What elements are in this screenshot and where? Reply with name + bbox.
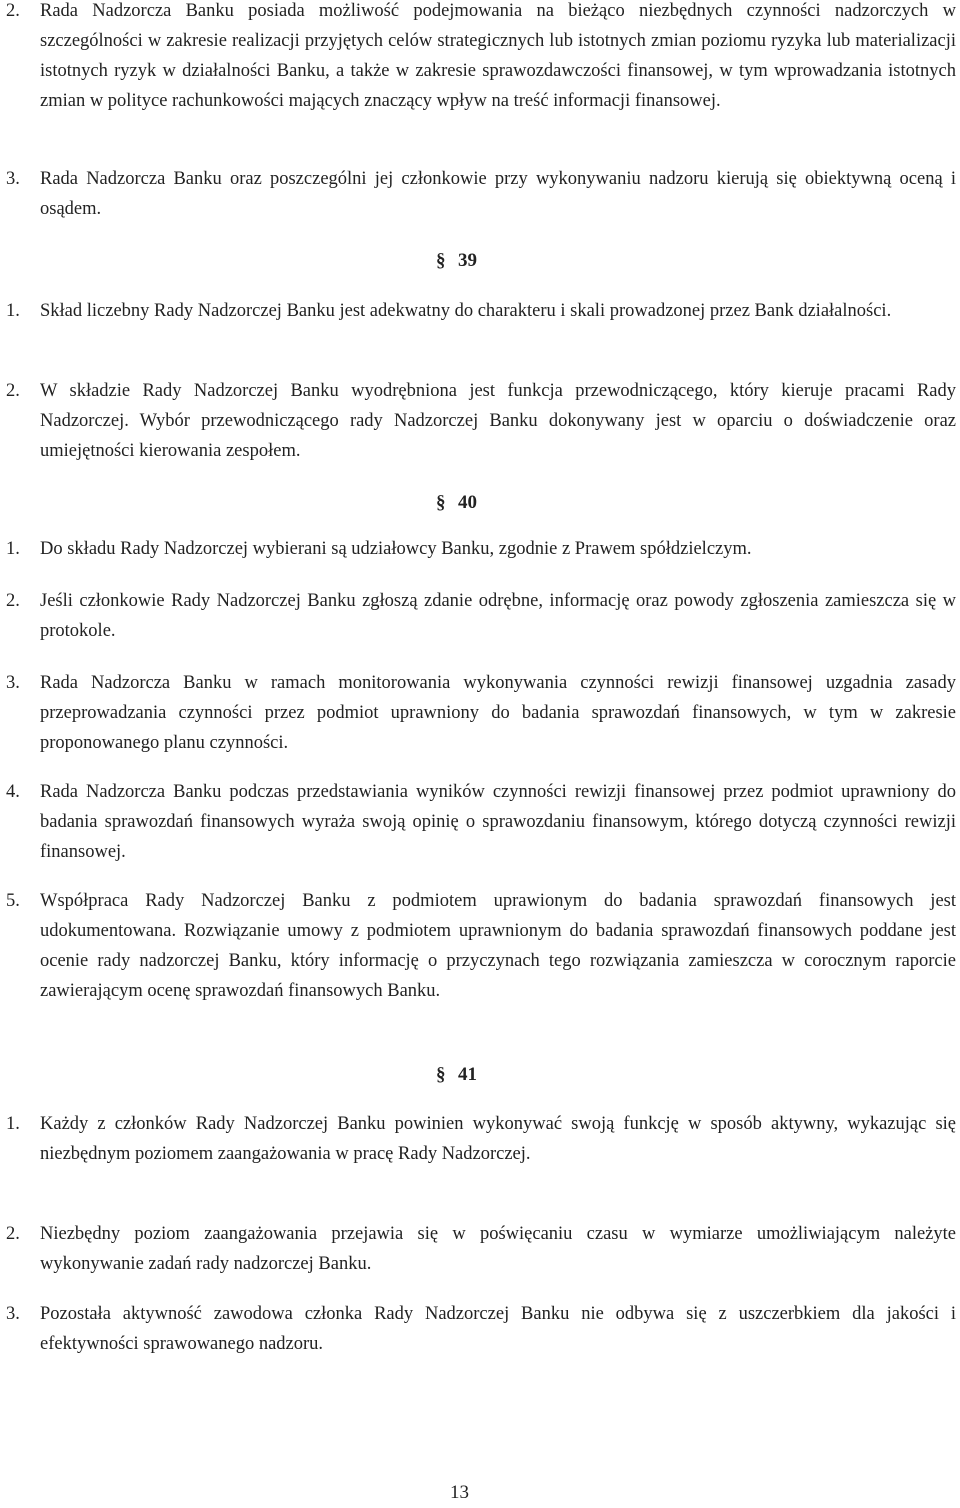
section-number: 40 [458,492,477,513]
section-number: 41 [458,1064,477,1085]
item-number: 2. [6,591,20,611]
section-number: 39 [458,250,477,271]
section-sign: § [436,1064,446,1085]
paragraph-item [6,1299,956,1359]
item-text: Każdy z członków Rady Nadzorczej Banku powinien wykonywać swoją funkcję w sposób aktywny, wykazując się niezbędnym poziomem zaangażowania w pracę Rady Nadzorczej. [40,1114,956,1164]
section-heading [436,488,496,518]
item-text: Niezbędny poziom zaangażowania przejawia się w poświęcaniu czasu w wymiarze umożliwiającym należyte wykonywanie zadań rady nadzorczej Banku. [40,1224,956,1274]
item-text: Rada Nadzorcza Banku oraz poszczególni jej członkowie przy wykonywaniu nadzoru kierują się obiektywną oceną i osądem. [40,169,956,219]
item-text: Współpraca Rady Nadzorczej Banku z podmiotem uprawionym do badania sprawozdań finansowych jest udokumentowana. Rozwiązanie umowy z podmiotem uprawnionym do badania sprawozdań finansowych poddane jest ocenie rady nadzorczej Banku, który informację o przyczynach tego rozwiązania zamieszcza w corocznym raporcie zawierającym ocenę sprawozdań finansowych Banku. [40,891,956,1001]
item-number: 2. [6,1224,20,1244]
paragraph-item [6,1219,956,1279]
item-number: 1. [6,539,20,559]
item-text: W składzie Rady Nadzorczej Banku wyodrębniona jest funkcja przewodniczącego, który kieruje pracami Rady Nadzorczej. Wybór przewodniczącego rady Nadzorczej Banku dokonywany jest w oparciu o doświadczenie oraz umiejętności kierowania zespołem. [40,381,956,461]
item-text: Rada Nadzorcza Banku posiada możliwość podejmowania na bieżąco niezbędnych czynności nadzorczych w szczególności w zakresie realizacji przyjętych celów strategicznych lub istotnych zmian poziomu ryzyka lub materializacji istotnych ryzyk w działalności Banku, a także w zakresie sprawozdawczości finansowej, w tym wprowadzania istotnych zmian w polityce rachunkowości mających znaczący wpływ na treść informacji finansowej. [40,1,956,111]
item-number: 3. [6,1304,20,1324]
item-text: Rada Nadzorcza Banku podczas przedstawiania wyników czynności rewizji finansowej przez podmiot uprawniony do badania sprawozdań finansowych wyraża swoją opinię o sprawozdaniu finansowym, którego dotyczą czynności rewizji finansowej. [40,782,956,862]
item-number: 3. [6,169,20,189]
item-number: 1. [6,301,20,321]
item-text: Do składu Rady Nadzorczej wybierani są udziałowcy Banku, zgodnie z Prawem spółdzielczym. [40,539,752,559]
section-heading [436,246,496,276]
item-number: 1. [6,1114,20,1134]
item-number: 2. [6,381,20,401]
paragraph-item [6,0,956,116]
paragraph-item [6,376,956,466]
section-sign: § [436,492,446,513]
paragraph-item [6,296,956,326]
page-number: 13 [450,1482,469,1503]
item-number: 5. [6,891,20,911]
item-text: Rada Nadzorcza Banku w ramach monitorowania wykonywania czynności rewizji finansowej uzgadnia zasady przeprowadzania czynności przez podmiot uprawniony do badania sprawozdań finansowych, w tym w zakresie proponowanego planu czynności. [40,673,956,753]
item-number: 3. [6,673,20,693]
item-text: Jeśli członkowie Rady Nadzorczej Banku zgłoszą zdanie odrębne, informację oraz powody zgłoszenia zamieszcza się w protokole. [40,591,956,641]
item-number: 4. [6,782,20,802]
paragraph-item [6,586,956,646]
paragraph-item [6,668,956,758]
paragraph-item [6,1109,956,1169]
paragraph-item [6,886,956,1006]
paragraph-item [6,534,956,564]
paragraph-item [6,164,956,224]
paragraph-item [6,777,956,867]
section-heading [436,1060,496,1090]
item-text: Skład liczebny Rady Nadzorczej Banku jest adekwatny do charakteru i skali prowadzonej przez Bank działalności. [40,301,892,321]
item-number: 2. [6,1,20,21]
section-sign: § [436,250,446,271]
item-text: Pozostała aktywność zawodowa członka Rady Nadzorczej Banku nie odbywa się z uszczerbkiem dla jakości i efektywności sprawowanego nadzoru. [40,1304,956,1354]
